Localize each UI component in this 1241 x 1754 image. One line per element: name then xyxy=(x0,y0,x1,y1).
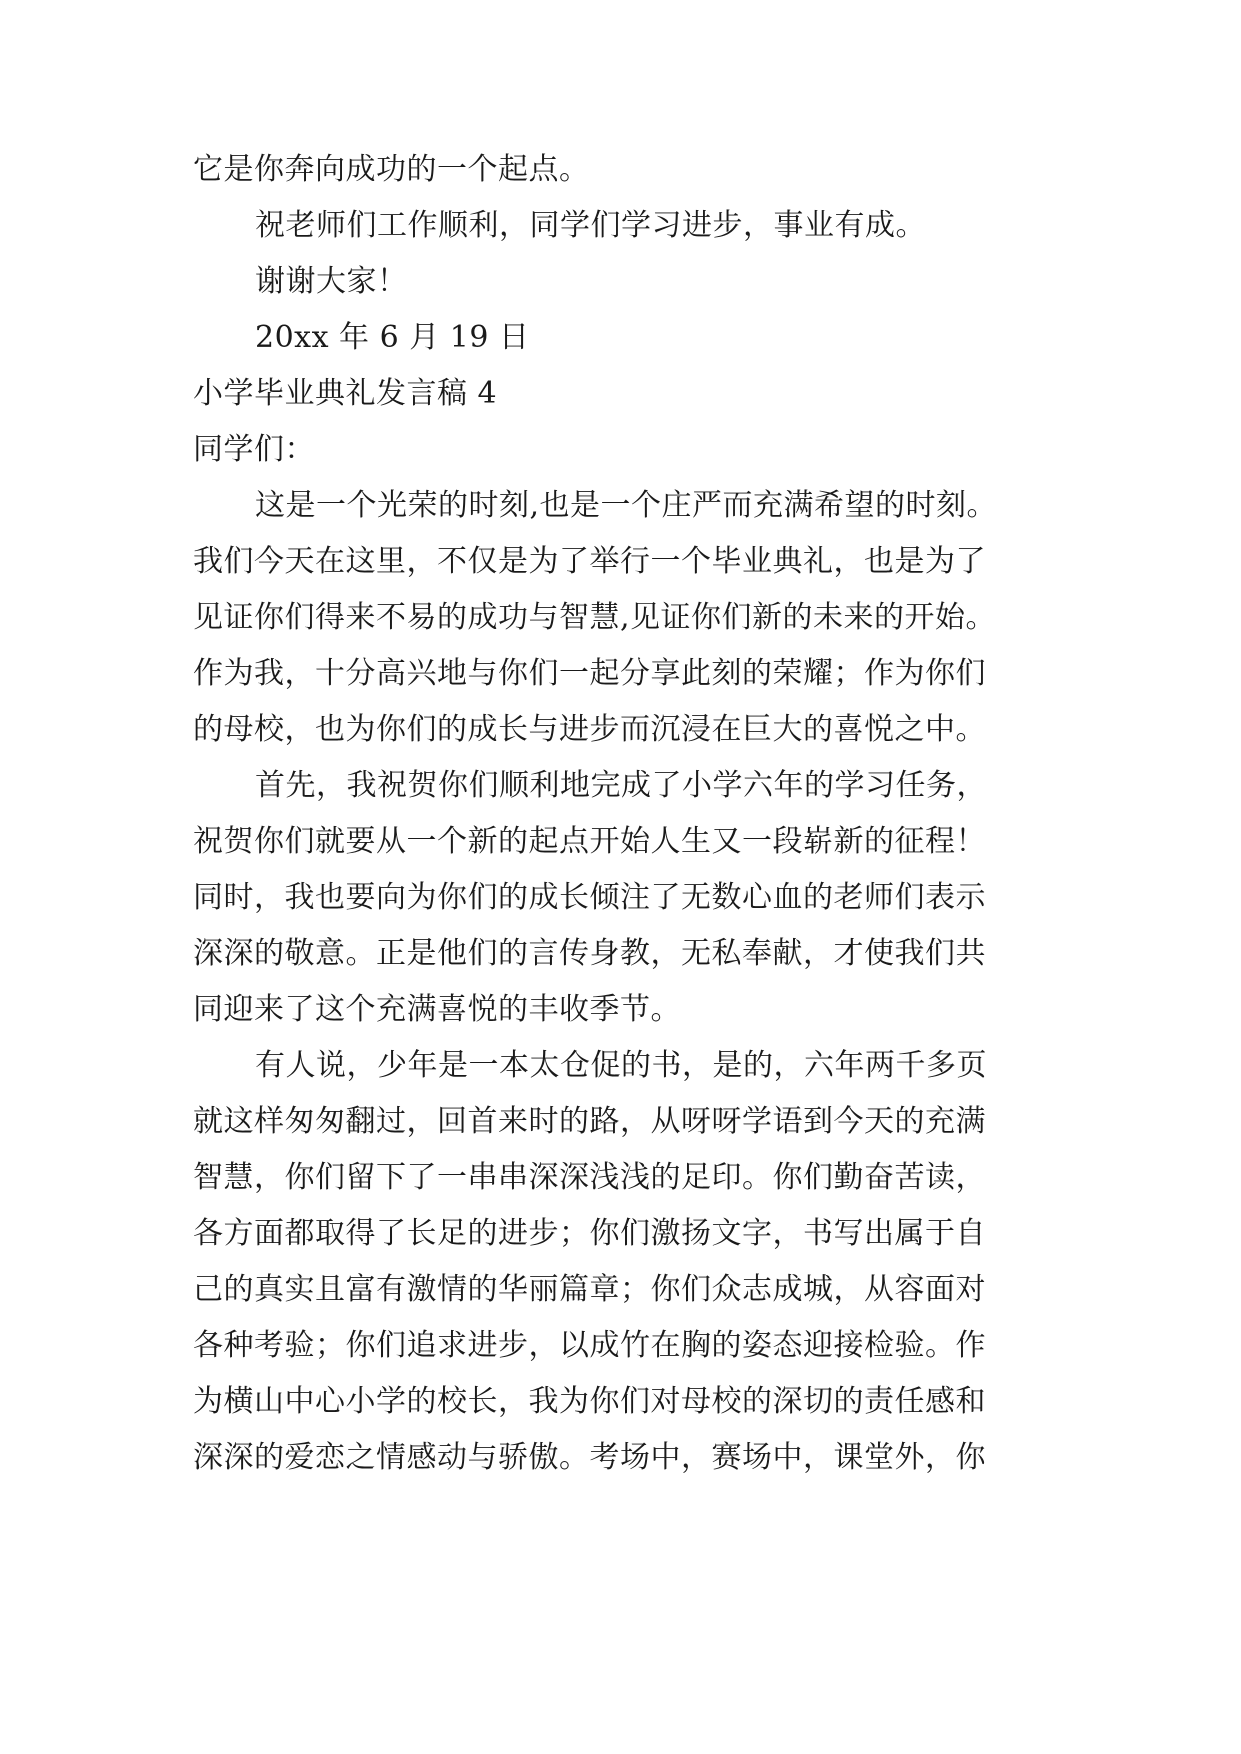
text-line: 谢谢大家！ xyxy=(255,264,408,299)
text-line: 就这样匆匆翻过，回首来时的路，从呀呀学语到今天的充满 xyxy=(193,1104,986,1139)
text-line: 深深的敬意。正是他们的言传身教，无私奉献，才使我们共 xyxy=(193,936,986,971)
text-line: 深深的爱恋之情感动与骄傲。考场中，赛场中，课堂外，你 xyxy=(193,1440,986,1475)
salutation: 同学们： xyxy=(193,432,315,467)
text-line: 同迎来了这个充满喜悦的丰收季节。 xyxy=(193,992,681,1027)
text-line: 有人说，少年是一本太仓促的书，是的，六年两千多页 xyxy=(255,1048,987,1083)
text-line: 祝贺你们就要从一个新的起点开始人生又一段崭新的征程！ xyxy=(193,824,986,859)
text-line: 作为我，十分高兴地与你们一起分享此刻的荣耀；作为你们 xyxy=(193,656,986,691)
text-line: 祝老师们工作顺利，同学们学习进步，事业有成。 xyxy=(255,208,926,243)
text-line: 首先，我祝贺你们顺利地完成了小学六年的学习任务， xyxy=(255,768,987,803)
text-line: 我们今天在这里，不仅是为了举行一个毕业典礼，也是为了 xyxy=(193,544,986,579)
date-line: 20xx 年 6 月 19 日 xyxy=(255,320,530,355)
text-line: 各方面都取得了长足的进步；你们激扬文字，书写出属于自 xyxy=(193,1216,986,1251)
text-line: 的母校，也为你们的成长与进步而沉浸在巨大的喜悦之中。 xyxy=(193,712,986,747)
text-line: 见证你们得来不易的成功与智慧,见证你们新的未来的开始。 xyxy=(193,600,997,635)
text-line: 各种考验；你们追求进步，以成竹在胸的姿态迎接检验。作 xyxy=(193,1328,986,1363)
text-line: 这是一个光荣的时刻,也是一个庄严而充满希望的时刻。 xyxy=(255,488,998,523)
text-line: 它是你奔向成功的一个起点。 xyxy=(193,152,590,187)
text-line: 为横山中心小学的校长，我为你们对母校的深切的责任感和 xyxy=(193,1384,986,1419)
text-line: 己的真实且富有激情的华丽篇章；你们众志成城，从容面对 xyxy=(193,1272,986,1307)
text-line: 智慧，你们留下了一串串深深浅浅的足印。你们勤奋苦读， xyxy=(193,1160,986,1195)
text-line: 同时，我也要向为你们的成长倾注了无数心血的老师们表示 xyxy=(193,880,986,915)
section-title: 小学毕业典礼发言稿 4 xyxy=(193,376,498,411)
